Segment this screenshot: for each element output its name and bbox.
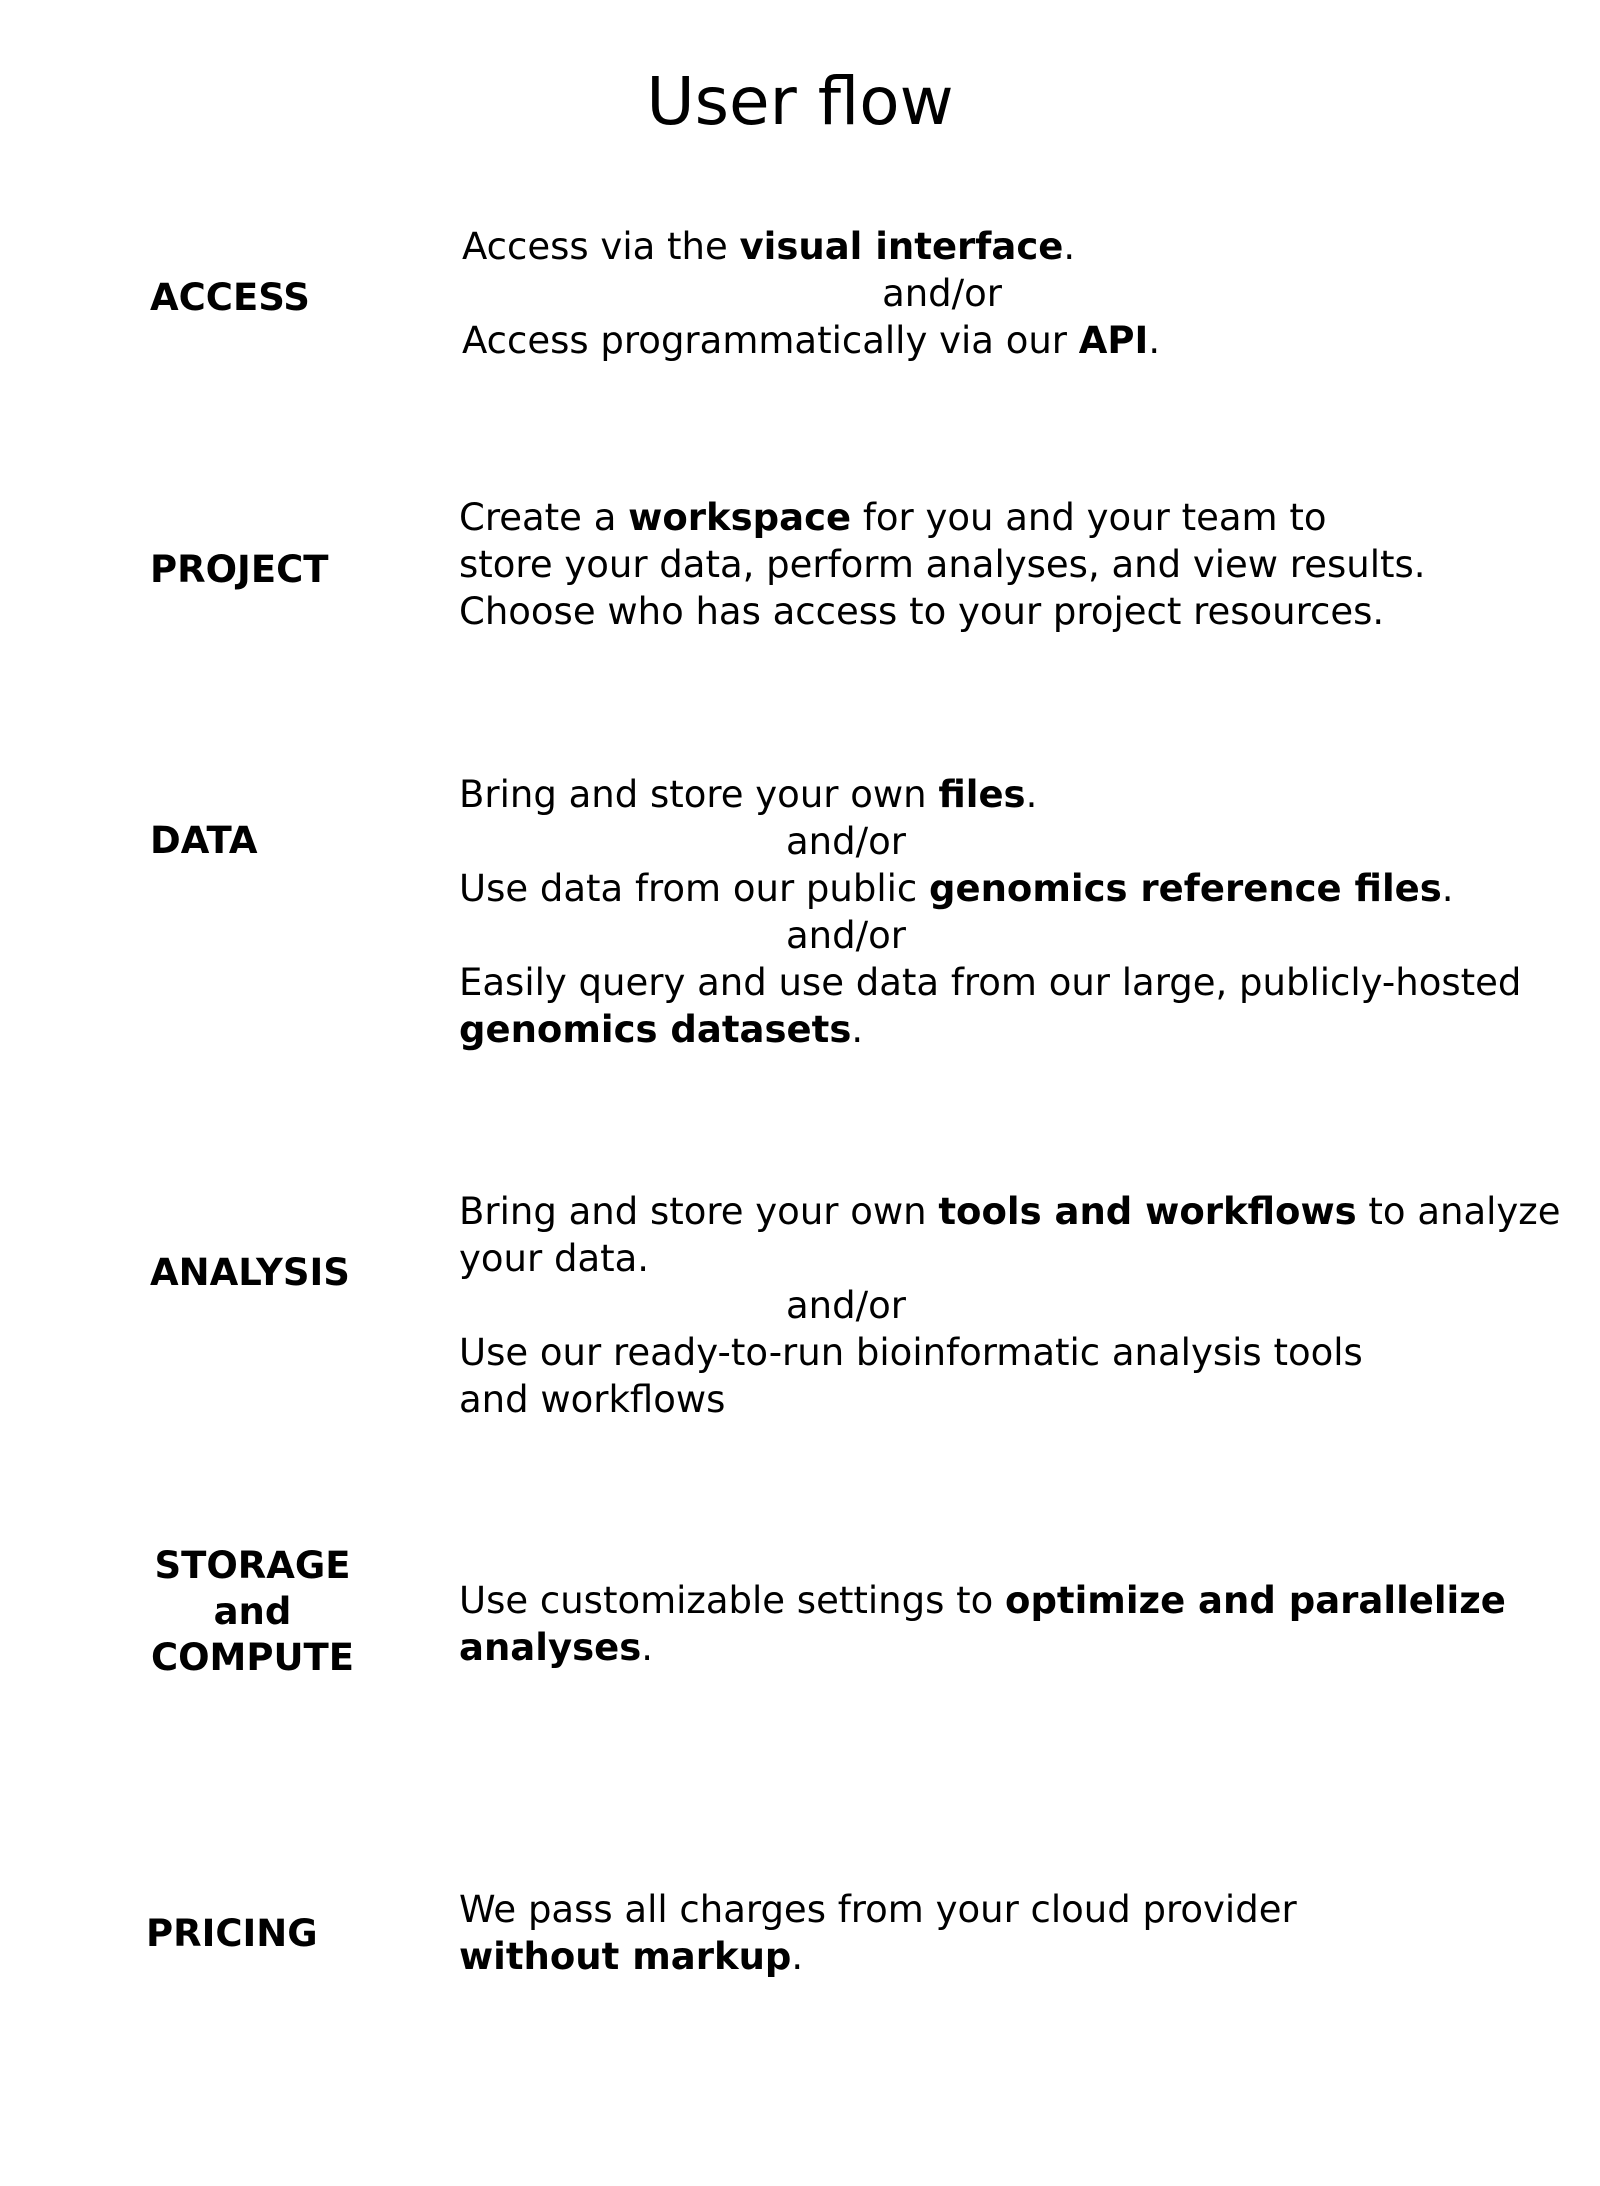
project-line-2: store your data, perform analyses, and view results. [459,543,1426,586]
section-label-storage-compute: STORAGE and COMPUTE [150,1544,355,1679]
section-body-project [459,494,1459,635]
section-label-data: DATA [150,819,258,862]
section-body-analysis [459,1188,1561,1423]
pricing-line-1: We pass all charges from your cloud provider [459,1888,1297,1931]
access-line-1: Access via the visual interface. [462,225,1076,268]
project-line-3: Choose who has access to your project resources. [459,590,1385,633]
analysis-line-2: your data. [459,1237,650,1280]
data-line-1: Bring and store your own files. [459,773,1038,816]
data-line-3: Easily query and use data from our large, publicly-hosted [459,961,1522,1004]
storage-line-1: Use customizable settings to optimize and parallelize [459,1579,1506,1622]
data-line-4: genomics datasets. [459,1008,864,1051]
and-or-separator: and/or [882,272,1002,315]
and-or-separator: and/or [786,914,906,957]
analysis-line-3: Use our ready-to-run bioinformatic analysis tools [459,1331,1363,1374]
storage-line-2: analyses. [459,1626,653,1669]
section-body-pricing [459,1886,1509,1980]
section-body-data [459,771,1522,1053]
section-label-analysis: ANALYSIS [150,1251,350,1294]
section-body-storage-compute [459,1577,1509,1671]
section-label-project: PROJECT [150,548,329,591]
and-or-separator: and/or [786,1284,906,1327]
analysis-line-4: and workflows [459,1378,726,1421]
and-or-separator: and/or [786,820,906,863]
pricing-line-2: without markup. [459,1935,804,1978]
access-line-2: Access programmatically via our API. [462,319,1161,362]
section-body-access [462,223,1212,364]
project-line-1: Create a workspace for you and your team to [459,496,1327,539]
page-title: User flow [646,63,954,140]
analysis-line-1: Bring and store your own tools and workflows to analyze [459,1190,1561,1233]
section-label-pricing: PRICING [146,1912,318,1955]
data-line-2: Use data from our public genomics reference files. [459,867,1454,910]
section-label-access: ACCESS [150,276,310,319]
